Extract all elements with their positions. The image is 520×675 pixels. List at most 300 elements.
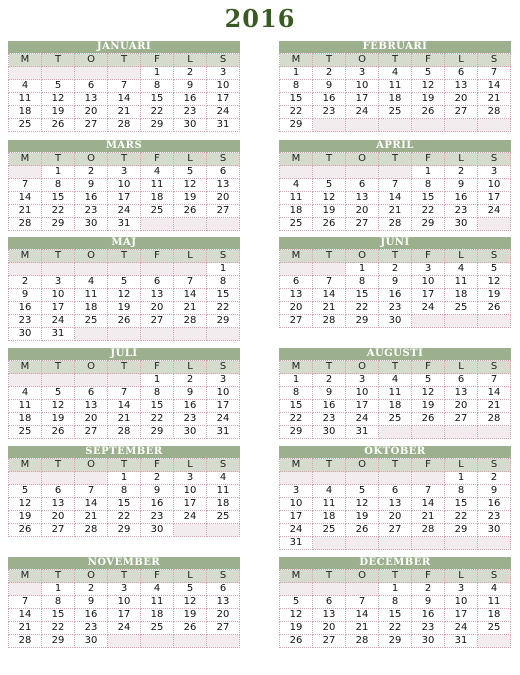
day-cell: 13 bbox=[75, 400, 108, 413]
weekday-label: O bbox=[75, 459, 108, 472]
weekday-header-row bbox=[9, 54, 240, 67]
week-row bbox=[9, 106, 240, 119]
day-cell: 21 bbox=[313, 302, 346, 315]
day-cell: 21 bbox=[412, 511, 445, 524]
week-row bbox=[9, 622, 240, 635]
day-cell: 8 bbox=[412, 179, 445, 192]
day-cell: 12 bbox=[346, 498, 379, 511]
day-cell: 1 bbox=[445, 472, 478, 485]
day-cell: 30 bbox=[412, 635, 445, 648]
week-row bbox=[280, 93, 511, 106]
week-row bbox=[280, 374, 511, 387]
day-cell: 11 bbox=[379, 80, 412, 93]
day-cell: 23 bbox=[174, 413, 207, 426]
day-cell: 12 bbox=[412, 80, 445, 93]
day-cell: 28 bbox=[346, 635, 379, 648]
weekday-label: T bbox=[108, 153, 141, 166]
weekday-label: L bbox=[445, 153, 478, 166]
empty-day-cell bbox=[207, 524, 240, 537]
day-cell: 20 bbox=[445, 400, 478, 413]
day-cell: 12 bbox=[313, 192, 346, 205]
day-cell: 16 bbox=[313, 400, 346, 413]
day-cell: 20 bbox=[75, 106, 108, 119]
day-cell: 17 bbox=[207, 400, 240, 413]
day-cell: 15 bbox=[42, 192, 75, 205]
day-cell: 25 bbox=[9, 426, 42, 439]
day-cell: 13 bbox=[42, 498, 75, 511]
day-cell: 1 bbox=[207, 263, 240, 276]
day-cell: 22 bbox=[412, 205, 445, 218]
weekday-label: F bbox=[141, 250, 174, 263]
day-cell: 29 bbox=[346, 315, 379, 328]
day-cell: 31 bbox=[346, 426, 379, 439]
week-row bbox=[280, 205, 511, 218]
day-cell: 23 bbox=[313, 413, 346, 426]
week-row bbox=[9, 413, 240, 426]
empty-day-cell bbox=[412, 426, 445, 439]
day-cell: 3 bbox=[346, 374, 379, 387]
day-cell: 10 bbox=[346, 80, 379, 93]
day-cell: 4 bbox=[379, 374, 412, 387]
month-table bbox=[279, 53, 511, 132]
day-cell: 22 bbox=[42, 622, 75, 635]
empty-day-cell bbox=[108, 374, 141, 387]
month-title: JUNI bbox=[279, 237, 511, 249]
day-cell: 2 bbox=[174, 374, 207, 387]
day-cell: 8 bbox=[379, 596, 412, 609]
day-cell: 29 bbox=[42, 218, 75, 231]
week-row bbox=[280, 426, 511, 439]
empty-day-cell bbox=[313, 263, 346, 276]
day-cell: 22 bbox=[108, 511, 141, 524]
weekday-label: M bbox=[280, 54, 313, 67]
day-cell: 17 bbox=[478, 192, 511, 205]
day-cell: 28 bbox=[379, 218, 412, 231]
day-cell: 17 bbox=[174, 498, 207, 511]
day-cell: 3 bbox=[108, 583, 141, 596]
day-cell: 30 bbox=[75, 218, 108, 231]
week-row bbox=[280, 609, 511, 622]
month-title: MAJ bbox=[8, 237, 240, 249]
weekday-label: S bbox=[478, 54, 511, 67]
month-title: FEBRUARI bbox=[279, 41, 511, 53]
weekday-label: T bbox=[379, 153, 412, 166]
week-row bbox=[9, 218, 240, 231]
day-cell: 11 bbox=[75, 289, 108, 302]
day-cell: 30 bbox=[9, 328, 42, 341]
month-title: OKTOBER bbox=[279, 446, 511, 458]
day-cell: 1 bbox=[412, 166, 445, 179]
day-cell: 9 bbox=[75, 596, 108, 609]
day-cell: 16 bbox=[9, 302, 42, 315]
day-cell: 4 bbox=[313, 485, 346, 498]
day-cell: 2 bbox=[379, 263, 412, 276]
weekday-label: L bbox=[174, 570, 207, 583]
week-row bbox=[280, 67, 511, 80]
day-cell: 28 bbox=[9, 635, 42, 648]
empty-day-cell bbox=[445, 119, 478, 132]
day-cell: 20 bbox=[313, 622, 346, 635]
day-cell: 26 bbox=[174, 205, 207, 218]
weekday-label: S bbox=[207, 153, 240, 166]
day-cell: 20 bbox=[42, 511, 75, 524]
day-cell: 19 bbox=[313, 205, 346, 218]
day-cell: 4 bbox=[478, 583, 511, 596]
day-cell: 4 bbox=[75, 276, 108, 289]
day-cell: 29 bbox=[42, 635, 75, 648]
day-cell: 10 bbox=[280, 498, 313, 511]
day-cell: 1 bbox=[108, 472, 141, 485]
day-cell: 10 bbox=[346, 387, 379, 400]
weekday-label: M bbox=[9, 361, 42, 374]
week-row bbox=[280, 302, 511, 315]
empty-day-cell bbox=[9, 166, 42, 179]
day-cell: 17 bbox=[346, 400, 379, 413]
weekday-header-row bbox=[280, 153, 511, 166]
weekday-label: S bbox=[478, 459, 511, 472]
day-cell: 16 bbox=[174, 93, 207, 106]
day-cell: 5 bbox=[174, 166, 207, 179]
weekday-label: T bbox=[313, 153, 346, 166]
month-table bbox=[8, 458, 240, 537]
weekday-label: S bbox=[207, 54, 240, 67]
weekday-header-row bbox=[9, 153, 240, 166]
day-cell: 11 bbox=[280, 192, 313, 205]
day-cell: 26 bbox=[108, 315, 141, 328]
week-row bbox=[9, 328, 240, 341]
day-cell: 8 bbox=[141, 387, 174, 400]
week-row bbox=[280, 413, 511, 426]
day-cell: 18 bbox=[207, 498, 240, 511]
weekday-label: T bbox=[108, 361, 141, 374]
day-cell: 16 bbox=[75, 609, 108, 622]
empty-day-cell bbox=[141, 263, 174, 276]
day-cell: 13 bbox=[141, 289, 174, 302]
day-cell: 11 bbox=[207, 485, 240, 498]
day-cell: 30 bbox=[174, 426, 207, 439]
weekday-label: M bbox=[280, 570, 313, 583]
day-cell: 15 bbox=[412, 192, 445, 205]
empty-day-cell bbox=[313, 166, 346, 179]
month-calendar-juni bbox=[279, 237, 511, 328]
day-cell: 31 bbox=[445, 635, 478, 648]
day-cell: 22 bbox=[42, 205, 75, 218]
empty-day-cell bbox=[346, 119, 379, 132]
day-cell: 7 bbox=[75, 485, 108, 498]
week-row bbox=[9, 166, 240, 179]
day-cell: 20 bbox=[280, 302, 313, 315]
day-cell: 27 bbox=[346, 218, 379, 231]
day-cell: 21 bbox=[379, 205, 412, 218]
day-cell: 12 bbox=[9, 498, 42, 511]
week-row bbox=[9, 289, 240, 302]
day-cell: 10 bbox=[108, 179, 141, 192]
weekday-label: O bbox=[75, 54, 108, 67]
day-cell: 21 bbox=[174, 302, 207, 315]
day-cell: 6 bbox=[75, 387, 108, 400]
month-title: NOVEMBER bbox=[8, 557, 240, 569]
day-cell: 30 bbox=[478, 524, 511, 537]
day-cell: 29 bbox=[280, 426, 313, 439]
month-calendar-april bbox=[279, 140, 511, 231]
week-row bbox=[280, 80, 511, 93]
weekday-label: L bbox=[174, 153, 207, 166]
weekday-label: F bbox=[141, 570, 174, 583]
day-cell: 15 bbox=[42, 609, 75, 622]
day-cell: 28 bbox=[313, 315, 346, 328]
empty-day-cell bbox=[478, 315, 511, 328]
day-cell: 24 bbox=[445, 622, 478, 635]
day-cell: 10 bbox=[207, 80, 240, 93]
weekday-label: M bbox=[280, 153, 313, 166]
day-cell: 2 bbox=[9, 276, 42, 289]
day-cell: 30 bbox=[313, 426, 346, 439]
empty-day-cell bbox=[141, 635, 174, 648]
day-cell: 24 bbox=[174, 511, 207, 524]
day-cell: 26 bbox=[42, 426, 75, 439]
day-cell: 24 bbox=[346, 106, 379, 119]
day-cell: 4 bbox=[141, 166, 174, 179]
day-cell: 24 bbox=[280, 524, 313, 537]
day-cell: 19 bbox=[280, 622, 313, 635]
weekday-label: M bbox=[9, 54, 42, 67]
day-cell: 19 bbox=[108, 302, 141, 315]
day-cell: 6 bbox=[75, 80, 108, 93]
day-cell: 28 bbox=[478, 413, 511, 426]
day-cell: 7 bbox=[379, 179, 412, 192]
day-cell: 1 bbox=[280, 67, 313, 80]
empty-day-cell bbox=[75, 67, 108, 80]
day-cell: 20 bbox=[141, 302, 174, 315]
weekday-label: O bbox=[346, 459, 379, 472]
day-cell: 25 bbox=[478, 622, 511, 635]
empty-day-cell bbox=[412, 315, 445, 328]
empty-day-cell bbox=[412, 119, 445, 132]
day-cell: 1 bbox=[42, 583, 75, 596]
week-row bbox=[280, 498, 511, 511]
day-cell: 18 bbox=[280, 205, 313, 218]
day-cell: 4 bbox=[445, 263, 478, 276]
week-row bbox=[280, 192, 511, 205]
day-cell: 7 bbox=[108, 387, 141, 400]
day-cell: 30 bbox=[379, 315, 412, 328]
week-row bbox=[280, 472, 511, 485]
day-cell: 25 bbox=[9, 119, 42, 132]
day-cell: 13 bbox=[280, 289, 313, 302]
day-cell: 31 bbox=[207, 119, 240, 132]
day-cell: 23 bbox=[75, 622, 108, 635]
day-cell: 25 bbox=[141, 622, 174, 635]
day-cell: 27 bbox=[313, 635, 346, 648]
week-row bbox=[9, 511, 240, 524]
week-row bbox=[280, 263, 511, 276]
day-cell: 13 bbox=[379, 498, 412, 511]
empty-day-cell bbox=[9, 374, 42, 387]
day-cell: 11 bbox=[9, 400, 42, 413]
weekday-label: L bbox=[445, 570, 478, 583]
day-cell: 21 bbox=[108, 413, 141, 426]
day-cell: 14 bbox=[108, 93, 141, 106]
day-cell: 3 bbox=[478, 166, 511, 179]
week-row bbox=[280, 485, 511, 498]
empty-day-cell bbox=[280, 263, 313, 276]
day-cell: 8 bbox=[280, 80, 313, 93]
day-cell: 8 bbox=[280, 387, 313, 400]
weekday-label: F bbox=[412, 153, 445, 166]
month-table bbox=[279, 569, 511, 648]
day-cell: 26 bbox=[412, 413, 445, 426]
month-title: DECEMBER bbox=[279, 557, 511, 569]
week-row bbox=[280, 289, 511, 302]
empty-day-cell bbox=[379, 426, 412, 439]
day-cell: 23 bbox=[141, 511, 174, 524]
week-row bbox=[9, 119, 240, 132]
day-cell: 19 bbox=[9, 511, 42, 524]
day-cell: 5 bbox=[346, 485, 379, 498]
day-cell: 12 bbox=[174, 179, 207, 192]
empty-day-cell bbox=[313, 537, 346, 550]
day-cell: 28 bbox=[108, 426, 141, 439]
empty-day-cell bbox=[478, 537, 511, 550]
week-row bbox=[280, 119, 511, 132]
day-cell: 17 bbox=[207, 93, 240, 106]
day-cell: 14 bbox=[75, 498, 108, 511]
day-cell: 5 bbox=[174, 583, 207, 596]
day-cell: 24 bbox=[42, 315, 75, 328]
day-cell: 6 bbox=[42, 485, 75, 498]
month-calendar-mars bbox=[8, 140, 240, 231]
weekday-label: T bbox=[313, 54, 346, 67]
day-cell: 23 bbox=[445, 205, 478, 218]
week-row bbox=[9, 498, 240, 511]
day-cell: 19 bbox=[42, 413, 75, 426]
month-title: JULI bbox=[8, 348, 240, 360]
empty-day-cell bbox=[141, 218, 174, 231]
week-row bbox=[9, 205, 240, 218]
day-cell: 28 bbox=[108, 119, 141, 132]
empty-day-cell bbox=[379, 472, 412, 485]
day-cell: 22 bbox=[280, 106, 313, 119]
week-row bbox=[9, 472, 240, 485]
day-cell: 21 bbox=[9, 622, 42, 635]
day-cell: 1 bbox=[280, 374, 313, 387]
day-cell: 9 bbox=[313, 80, 346, 93]
empty-day-cell bbox=[313, 583, 346, 596]
day-cell: 25 bbox=[207, 511, 240, 524]
weekday-label: M bbox=[280, 250, 313, 263]
weekday-label: F bbox=[141, 361, 174, 374]
day-cell: 17 bbox=[346, 93, 379, 106]
weekday-label: O bbox=[75, 570, 108, 583]
day-cell: 12 bbox=[412, 387, 445, 400]
week-row bbox=[9, 485, 240, 498]
day-cell: 11 bbox=[445, 276, 478, 289]
day-cell: 27 bbox=[445, 413, 478, 426]
weekday-label: S bbox=[478, 153, 511, 166]
day-cell: 14 bbox=[478, 80, 511, 93]
day-cell: 2 bbox=[141, 472, 174, 485]
day-cell: 30 bbox=[75, 635, 108, 648]
empty-day-cell bbox=[9, 263, 42, 276]
day-cell: 23 bbox=[174, 106, 207, 119]
day-cell: 28 bbox=[174, 315, 207, 328]
empty-day-cell bbox=[379, 166, 412, 179]
day-cell: 5 bbox=[412, 67, 445, 80]
day-cell: 30 bbox=[174, 119, 207, 132]
week-row bbox=[280, 400, 511, 413]
day-cell: 17 bbox=[412, 289, 445, 302]
empty-day-cell bbox=[207, 218, 240, 231]
day-cell: 28 bbox=[478, 106, 511, 119]
empty-day-cell bbox=[42, 263, 75, 276]
weekday-label: T bbox=[379, 250, 412, 263]
day-cell: 13 bbox=[346, 192, 379, 205]
day-cell: 31 bbox=[42, 328, 75, 341]
day-cell: 6 bbox=[445, 67, 478, 80]
month-table bbox=[279, 152, 511, 231]
day-cell: 5 bbox=[108, 276, 141, 289]
month-calendar-oktober bbox=[279, 446, 511, 550]
week-row bbox=[9, 596, 240, 609]
weekday-label: L bbox=[174, 54, 207, 67]
day-cell: 15 bbox=[346, 289, 379, 302]
day-cell: 7 bbox=[478, 374, 511, 387]
day-cell: 15 bbox=[379, 609, 412, 622]
empty-day-cell bbox=[42, 472, 75, 485]
day-cell: 10 bbox=[108, 596, 141, 609]
day-cell: 6 bbox=[346, 179, 379, 192]
empty-day-cell bbox=[108, 263, 141, 276]
day-cell: 25 bbox=[280, 218, 313, 231]
day-cell: 3 bbox=[412, 263, 445, 276]
day-cell: 24 bbox=[108, 622, 141, 635]
day-cell: 21 bbox=[478, 93, 511, 106]
empty-day-cell bbox=[75, 374, 108, 387]
day-cell: 22 bbox=[280, 413, 313, 426]
weekday-label: L bbox=[445, 250, 478, 263]
weekday-label: T bbox=[379, 570, 412, 583]
empty-day-cell bbox=[478, 119, 511, 132]
day-cell: 13 bbox=[313, 609, 346, 622]
day-cell: 29 bbox=[412, 218, 445, 231]
day-cell: 26 bbox=[42, 119, 75, 132]
weekday-label: M bbox=[280, 361, 313, 374]
month-title: MARS bbox=[8, 140, 240, 152]
weekday-label: L bbox=[445, 361, 478, 374]
week-row bbox=[280, 524, 511, 537]
day-cell: 24 bbox=[207, 106, 240, 119]
month-calendar-september bbox=[8, 446, 240, 537]
day-cell: 10 bbox=[42, 289, 75, 302]
day-cell: 3 bbox=[207, 67, 240, 80]
month-title: APRIL bbox=[279, 140, 511, 152]
weekday-label: T bbox=[313, 459, 346, 472]
day-cell: 20 bbox=[346, 205, 379, 218]
day-cell: 25 bbox=[445, 302, 478, 315]
week-row bbox=[280, 583, 511, 596]
week-row bbox=[9, 426, 240, 439]
empty-day-cell bbox=[75, 472, 108, 485]
day-cell: 8 bbox=[108, 485, 141, 498]
weekday-label: T bbox=[108, 570, 141, 583]
day-cell: 7 bbox=[9, 179, 42, 192]
day-cell: 18 bbox=[141, 192, 174, 205]
day-cell: 14 bbox=[379, 192, 412, 205]
day-cell: 14 bbox=[9, 609, 42, 622]
day-cell: 14 bbox=[9, 192, 42, 205]
day-cell: 9 bbox=[412, 596, 445, 609]
week-row bbox=[9, 374, 240, 387]
